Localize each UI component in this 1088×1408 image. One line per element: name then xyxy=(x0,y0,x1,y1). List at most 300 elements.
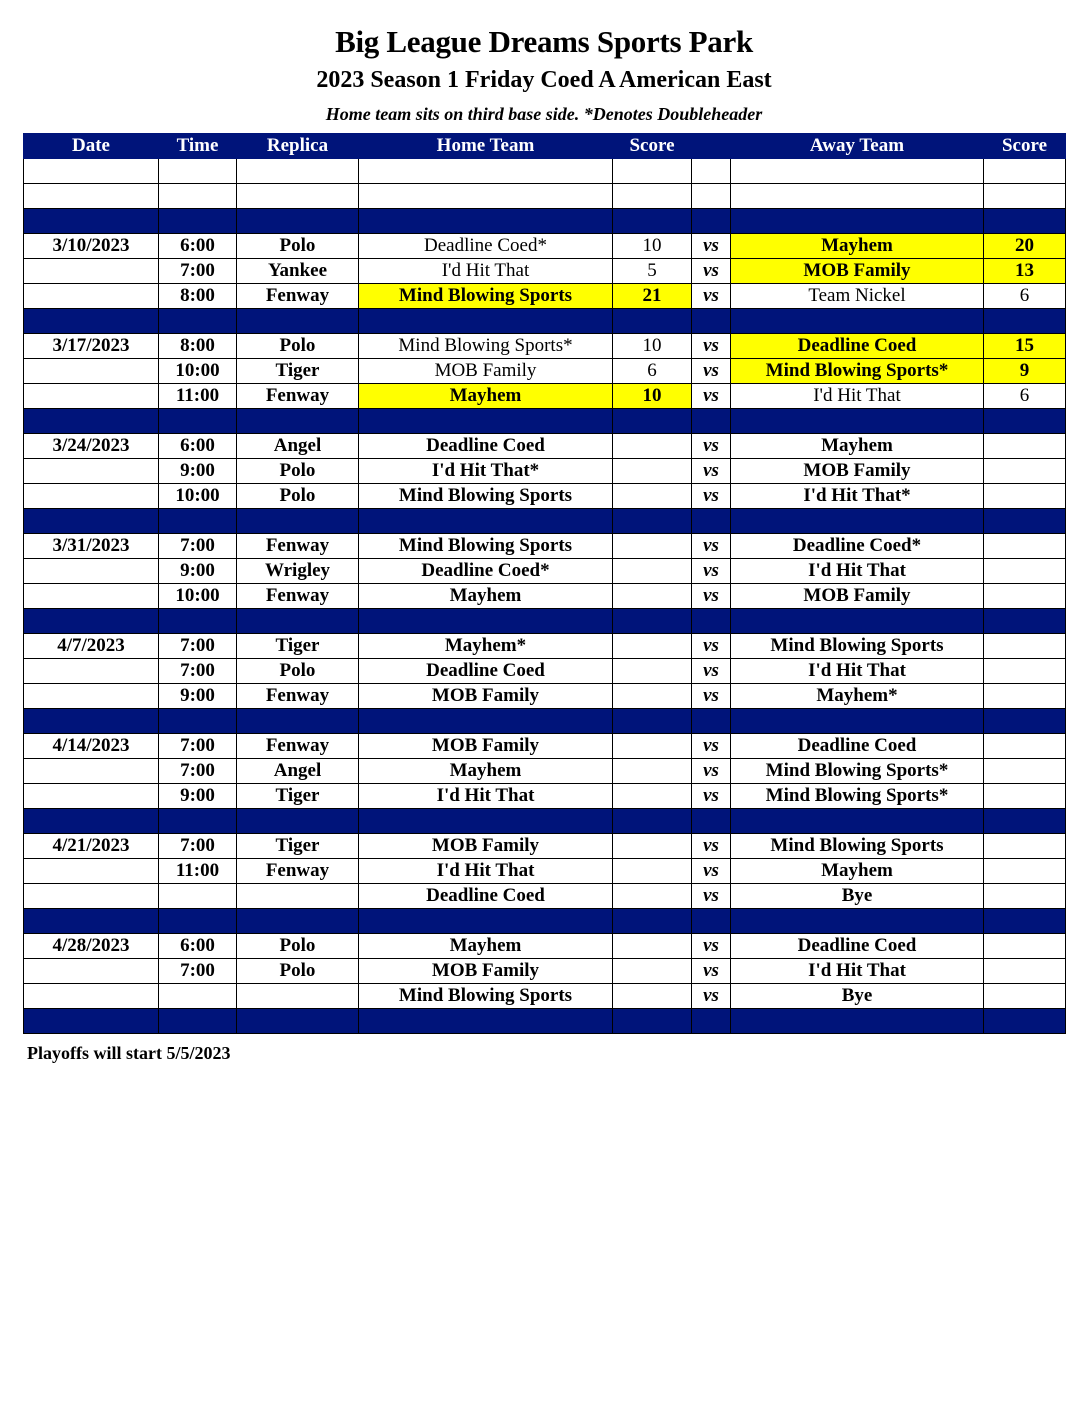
game-date xyxy=(24,784,159,809)
game-date xyxy=(24,359,159,384)
game-date xyxy=(24,559,159,584)
home-score: 6 xyxy=(613,359,692,384)
game-row xyxy=(24,559,1066,584)
col-header-home-score: Score xyxy=(613,134,692,159)
away-score xyxy=(984,834,1066,859)
page-subtitle: 2023 Season 1 Friday Coed A American East xyxy=(316,67,772,93)
vs-label: vs xyxy=(692,734,731,759)
home-score xyxy=(613,759,692,784)
separator-cell xyxy=(984,409,1066,434)
game-replica-field: Fenway xyxy=(237,859,359,884)
vs-label: vs xyxy=(692,834,731,859)
separator-cell xyxy=(24,309,159,334)
week-separator-row xyxy=(24,509,1066,534)
game-row xyxy=(24,634,1066,659)
away-score xyxy=(984,634,1066,659)
empty-cell xyxy=(731,159,984,184)
game-time xyxy=(159,884,237,909)
separator-cell xyxy=(731,409,984,434)
home-score: 21 xyxy=(613,284,692,309)
separator-cell xyxy=(159,509,237,534)
game-replica-field: Fenway xyxy=(237,584,359,609)
separator-cell xyxy=(237,309,359,334)
vs-label: vs xyxy=(692,559,731,584)
away-score: 20 xyxy=(984,234,1066,259)
vs-label: vs xyxy=(692,634,731,659)
game-row xyxy=(24,384,1066,409)
game-row xyxy=(24,734,1066,759)
game-time: 7:00 xyxy=(159,734,237,759)
col-header-away-score: Score xyxy=(984,134,1066,159)
game-replica-field xyxy=(237,984,359,1009)
separator-cell xyxy=(692,309,731,334)
game-date: 3/10/2023 xyxy=(24,234,159,259)
away-team: Mayhem* xyxy=(731,684,984,709)
separator-cell xyxy=(613,609,692,634)
separator-cell xyxy=(731,209,984,234)
home-team: Mind Blowing Sports xyxy=(359,984,613,1009)
game-time: 7:00 xyxy=(159,659,237,684)
home-team: Mind Blowing Sports xyxy=(359,484,613,509)
game-row xyxy=(24,859,1066,884)
game-date xyxy=(24,959,159,984)
home-score xyxy=(613,934,692,959)
game-time: 8:00 xyxy=(159,334,237,359)
game-date xyxy=(24,484,159,509)
blank-row xyxy=(24,184,1066,209)
away-score xyxy=(984,784,1066,809)
separator-cell xyxy=(359,509,613,534)
game-row xyxy=(24,434,1066,459)
separator-cell xyxy=(159,709,237,734)
game-date xyxy=(24,684,159,709)
separator-cell xyxy=(984,909,1066,934)
playoffs-note: Playoffs will start 5/5/2023 xyxy=(27,1043,231,1063)
home-team: Mind Blowing Sports xyxy=(359,534,613,559)
empty-cell xyxy=(24,184,159,209)
separator-cell xyxy=(359,609,613,634)
empty-cell xyxy=(159,184,237,209)
game-replica-field: Yankee xyxy=(237,259,359,284)
separator-cell xyxy=(24,509,159,534)
game-time: 7:00 xyxy=(159,534,237,559)
away-team: Mind Blowing Sports* xyxy=(731,359,984,384)
away-score xyxy=(984,884,1066,909)
away-team: I'd Hit That* xyxy=(731,484,984,509)
empty-cell xyxy=(359,184,613,209)
separator-cell xyxy=(159,609,237,634)
vs-label: vs xyxy=(692,359,731,384)
separator-cell xyxy=(613,809,692,834)
separator-cell xyxy=(159,309,237,334)
game-time: 9:00 xyxy=(159,559,237,584)
home-team: Deadline Coed* xyxy=(359,234,613,259)
game-time: 11:00 xyxy=(159,859,237,884)
game-row xyxy=(24,334,1066,359)
week-separator-row xyxy=(24,609,1066,634)
col-header-replica: Replica xyxy=(237,134,359,159)
empty-cell xyxy=(613,184,692,209)
game-replica-field: Polo xyxy=(237,459,359,484)
game-time: 7:00 xyxy=(159,259,237,284)
separator-cell xyxy=(237,1009,359,1034)
away-team: Team Nickel xyxy=(731,284,984,309)
home-team: Deadline Coed* xyxy=(359,559,613,584)
separator-cell xyxy=(692,409,731,434)
separator-cell xyxy=(24,209,159,234)
separator-cell xyxy=(159,409,237,434)
separator-cell xyxy=(692,909,731,934)
separator-cell xyxy=(237,909,359,934)
empty-cell xyxy=(24,159,159,184)
home-score xyxy=(613,834,692,859)
separator-cell xyxy=(359,909,613,934)
empty-cell xyxy=(359,159,613,184)
home-team: I'd Hit That xyxy=(359,259,613,284)
page-title: Big League Dreams Sports Park xyxy=(335,24,753,59)
separator-cell xyxy=(731,809,984,834)
schedule-table xyxy=(23,133,1066,1034)
game-time: 6:00 xyxy=(159,234,237,259)
separator-cell xyxy=(692,509,731,534)
separator-cell xyxy=(359,309,613,334)
separator-cell xyxy=(359,409,613,434)
away-team: Mayhem xyxy=(731,434,984,459)
vs-label: vs xyxy=(692,759,731,784)
away-score xyxy=(984,959,1066,984)
away-team: Mind Blowing Sports xyxy=(731,634,984,659)
separator-cell xyxy=(692,1009,731,1034)
vs-label: vs xyxy=(692,284,731,309)
game-time: 9:00 xyxy=(159,784,237,809)
away-score: 13 xyxy=(984,259,1066,284)
away-team: I'd Hit That xyxy=(731,959,984,984)
vs-label: vs xyxy=(692,859,731,884)
vs-label: vs xyxy=(692,984,731,1009)
home-team: Mind Blowing Sports* xyxy=(359,334,613,359)
schedule-body xyxy=(24,159,1066,1034)
doubleheader-note: Home team sits on third base side. *Denotes Doubleheader xyxy=(325,104,763,124)
home-score xyxy=(613,959,692,984)
home-score xyxy=(613,984,692,1009)
away-team: MOB Family xyxy=(731,259,984,284)
game-row xyxy=(24,759,1066,784)
vs-label: vs xyxy=(692,484,731,509)
separator-cell xyxy=(24,909,159,934)
separator-cell xyxy=(692,809,731,834)
game-date: 4/14/2023 xyxy=(24,734,159,759)
game-row xyxy=(24,834,1066,859)
separator-cell xyxy=(159,209,237,234)
separator-cell xyxy=(359,709,613,734)
game-date: 4/21/2023 xyxy=(24,834,159,859)
vs-label: vs xyxy=(692,684,731,709)
separator-cell xyxy=(984,609,1066,634)
game-time: 10:00 xyxy=(159,584,237,609)
game-time: 10:00 xyxy=(159,484,237,509)
separator-cell xyxy=(237,709,359,734)
home-team: MOB Family xyxy=(359,359,613,384)
game-replica-field: Fenway xyxy=(237,684,359,709)
separator-cell xyxy=(159,809,237,834)
game-date: 3/31/2023 xyxy=(24,534,159,559)
vs-label: vs xyxy=(692,659,731,684)
home-score xyxy=(613,534,692,559)
away-score xyxy=(984,534,1066,559)
separator-cell xyxy=(613,709,692,734)
vs-label: vs xyxy=(692,234,731,259)
separator-cell xyxy=(613,409,692,434)
vs-label: vs xyxy=(692,534,731,559)
empty-cell xyxy=(159,159,237,184)
empty-cell xyxy=(692,184,731,209)
separator-cell xyxy=(613,309,692,334)
separator-cell xyxy=(984,209,1066,234)
week-separator-row xyxy=(24,209,1066,234)
empty-cell xyxy=(692,159,731,184)
game-replica-field: Fenway xyxy=(237,284,359,309)
game-time xyxy=(159,984,237,1009)
separator-cell xyxy=(692,709,731,734)
game-time: 7:00 xyxy=(159,634,237,659)
game-replica-field: Angel xyxy=(237,434,359,459)
home-score: 10 xyxy=(613,234,692,259)
separator-cell xyxy=(731,909,984,934)
game-date xyxy=(24,459,159,484)
week-separator-row xyxy=(24,809,1066,834)
separator-cell xyxy=(692,209,731,234)
vs-label: vs xyxy=(692,259,731,284)
game-date xyxy=(24,384,159,409)
separator-cell xyxy=(237,509,359,534)
away-team: Deadline Coed xyxy=(731,934,984,959)
home-team: MOB Family xyxy=(359,734,613,759)
home-score xyxy=(613,659,692,684)
separator-cell xyxy=(237,209,359,234)
vs-label: vs xyxy=(692,459,731,484)
vs-label: vs xyxy=(692,434,731,459)
empty-cell xyxy=(237,159,359,184)
home-score: 5 xyxy=(613,259,692,284)
game-replica-field: Polo xyxy=(237,334,359,359)
col-header-vs xyxy=(692,134,731,159)
away-score xyxy=(984,659,1066,684)
away-team: Deadline Coed* xyxy=(731,534,984,559)
blank-row xyxy=(24,159,1066,184)
game-replica-field: Tiger xyxy=(237,634,359,659)
col-header-away-team: Away Team xyxy=(731,134,984,159)
vs-label: vs xyxy=(692,584,731,609)
away-score xyxy=(984,684,1066,709)
empty-cell xyxy=(984,159,1066,184)
away-score xyxy=(984,859,1066,884)
vs-label: vs xyxy=(692,959,731,984)
away-team: Mayhem xyxy=(731,859,984,884)
separator-cell xyxy=(24,409,159,434)
game-time: 7:00 xyxy=(159,959,237,984)
separator-cell xyxy=(359,809,613,834)
home-score: 10 xyxy=(613,384,692,409)
away-team: Bye xyxy=(731,984,984,1009)
away-score xyxy=(984,559,1066,584)
game-time: 7:00 xyxy=(159,759,237,784)
away-score xyxy=(984,734,1066,759)
game-replica-field: Polo xyxy=(237,959,359,984)
game-row xyxy=(24,584,1066,609)
home-score xyxy=(613,859,692,884)
separator-cell xyxy=(237,609,359,634)
separator-cell xyxy=(613,909,692,934)
week-separator-row xyxy=(24,309,1066,334)
game-date xyxy=(24,859,159,884)
game-row xyxy=(24,459,1066,484)
away-score xyxy=(984,584,1066,609)
home-score xyxy=(613,734,692,759)
home-team: I'd Hit That xyxy=(359,784,613,809)
game-row xyxy=(24,684,1066,709)
away-team: Mind Blowing Sports* xyxy=(731,759,984,784)
game-date: 3/17/2023 xyxy=(24,334,159,359)
separator-cell xyxy=(359,1009,613,1034)
game-replica-field xyxy=(237,884,359,909)
home-team: Mayhem xyxy=(359,384,613,409)
game-row xyxy=(24,484,1066,509)
away-team: MOB Family xyxy=(731,584,984,609)
game-date: 4/28/2023 xyxy=(24,934,159,959)
home-score xyxy=(613,484,692,509)
home-team: I'd Hit That xyxy=(359,859,613,884)
game-row xyxy=(24,984,1066,1009)
separator-cell xyxy=(731,1009,984,1034)
home-score xyxy=(613,459,692,484)
game-time: 8:00 xyxy=(159,284,237,309)
separator-cell xyxy=(237,809,359,834)
separator-cell xyxy=(984,809,1066,834)
game-replica-field: Wrigley xyxy=(237,559,359,584)
game-date xyxy=(24,984,159,1009)
game-row xyxy=(24,234,1066,259)
separator-cell xyxy=(984,309,1066,334)
separator-cell xyxy=(159,909,237,934)
col-header-date: Date xyxy=(24,134,159,159)
separator-cell xyxy=(984,1009,1066,1034)
home-team: Mayhem xyxy=(359,759,613,784)
game-replica-field: Polo xyxy=(237,934,359,959)
game-date xyxy=(24,759,159,784)
away-team: Deadline Coed xyxy=(731,334,984,359)
away-score xyxy=(984,434,1066,459)
separator-cell xyxy=(613,509,692,534)
separator-cell xyxy=(613,209,692,234)
game-replica-field: Tiger xyxy=(237,784,359,809)
game-row xyxy=(24,659,1066,684)
vs-label: vs xyxy=(692,884,731,909)
separator-cell xyxy=(159,1009,237,1034)
game-time: 9:00 xyxy=(159,684,237,709)
game-date: 3/24/2023 xyxy=(24,434,159,459)
game-row xyxy=(24,359,1066,384)
week-separator-row xyxy=(24,1009,1066,1034)
game-date xyxy=(24,884,159,909)
away-score: 9 xyxy=(984,359,1066,384)
separator-cell xyxy=(613,1009,692,1034)
game-row xyxy=(24,259,1066,284)
away-score xyxy=(984,484,1066,509)
away-score: 6 xyxy=(984,284,1066,309)
table-header-row xyxy=(24,134,1066,159)
separator-cell xyxy=(692,609,731,634)
home-team: Mayhem xyxy=(359,584,613,609)
empty-cell xyxy=(237,184,359,209)
home-team: Deadline Coed xyxy=(359,659,613,684)
away-team: Bye xyxy=(731,884,984,909)
separator-cell xyxy=(984,709,1066,734)
separator-cell xyxy=(237,409,359,434)
vs-label: vs xyxy=(692,784,731,809)
game-row xyxy=(24,959,1066,984)
separator-cell xyxy=(731,509,984,534)
away-team: MOB Family xyxy=(731,459,984,484)
home-score xyxy=(613,559,692,584)
empty-cell xyxy=(984,184,1066,209)
home-score xyxy=(613,634,692,659)
home-score xyxy=(613,434,692,459)
home-score xyxy=(613,784,692,809)
game-row xyxy=(24,534,1066,559)
home-score xyxy=(613,684,692,709)
home-team: MOB Family xyxy=(359,834,613,859)
game-time: 6:00 xyxy=(159,934,237,959)
week-separator-row xyxy=(24,909,1066,934)
home-team: Mind Blowing Sports xyxy=(359,284,613,309)
vs-label: vs xyxy=(692,934,731,959)
home-team: Mayhem xyxy=(359,934,613,959)
home-team: Deadline Coed xyxy=(359,884,613,909)
week-separator-row xyxy=(24,409,1066,434)
game-date xyxy=(24,284,159,309)
away-team: I'd Hit That xyxy=(731,384,984,409)
away-team: Mind Blowing Sports xyxy=(731,834,984,859)
separator-cell xyxy=(984,509,1066,534)
game-date xyxy=(24,659,159,684)
home-team: MOB Family xyxy=(359,684,613,709)
game-time: 7:00 xyxy=(159,834,237,859)
game-time: 10:00 xyxy=(159,359,237,384)
game-replica-field: Tiger xyxy=(237,359,359,384)
home-team: MOB Family xyxy=(359,959,613,984)
game-replica-field: Polo xyxy=(237,484,359,509)
game-time: 6:00 xyxy=(159,434,237,459)
separator-cell xyxy=(731,709,984,734)
away-score: 15 xyxy=(984,334,1066,359)
separator-cell xyxy=(24,609,159,634)
empty-cell xyxy=(613,159,692,184)
game-replica-field: Fenway xyxy=(237,534,359,559)
game-replica-field: Angel xyxy=(237,759,359,784)
game-date: 4/7/2023 xyxy=(24,634,159,659)
away-team: I'd Hit That xyxy=(731,559,984,584)
away-team: Mayhem xyxy=(731,234,984,259)
game-time: 11:00 xyxy=(159,384,237,409)
week-separator-row xyxy=(24,709,1066,734)
game-replica-field: Polo xyxy=(237,234,359,259)
away-team: Deadline Coed xyxy=(731,734,984,759)
away-score xyxy=(984,759,1066,784)
away-team: I'd Hit That xyxy=(731,659,984,684)
game-row xyxy=(24,784,1066,809)
game-date xyxy=(24,584,159,609)
separator-cell xyxy=(24,809,159,834)
